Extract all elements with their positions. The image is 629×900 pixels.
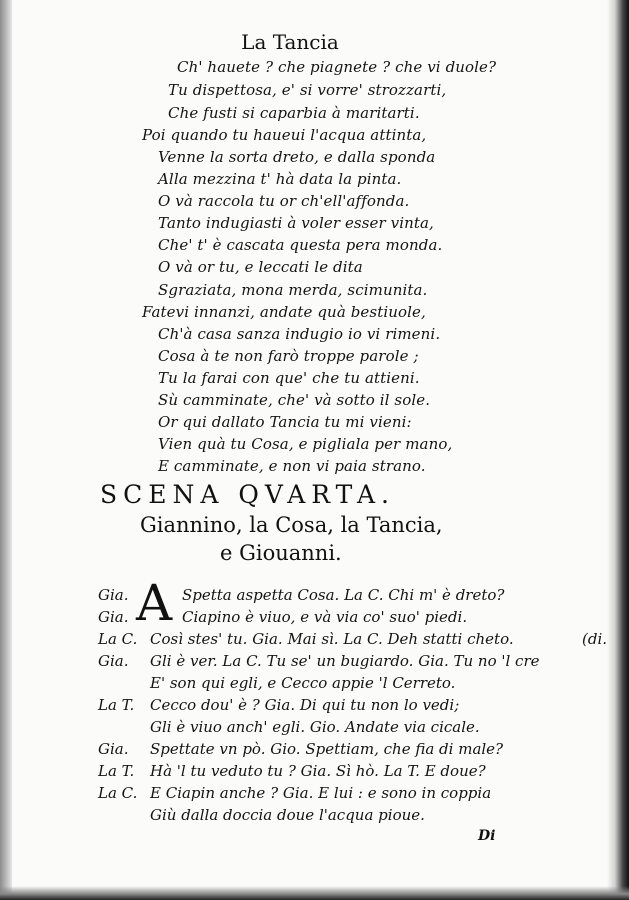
speaker-label: La C. xyxy=(98,784,138,802)
dialogue-line: Giù dalla doccia doue l'acqua pioue. xyxy=(150,806,425,824)
dialogue-line: Gli è ver. La C. Tu se' un bugiardo. Gia. Tu no 'l cre xyxy=(150,652,540,670)
verse-line: Che' t' è cascata questa pera monda. xyxy=(158,236,443,254)
verse-line: Che fusti si caparbia à maritarti. xyxy=(168,104,420,122)
verse-line: E camminate, e non vi paia strano. xyxy=(158,457,426,475)
speaker-label: La T. xyxy=(98,696,135,714)
verse-line: Sù camminate, che' và sotto il sole. xyxy=(158,391,431,409)
catchword: Di xyxy=(478,828,496,844)
verse-line: Cosa à te non farò troppe parole ; xyxy=(158,347,419,365)
dialogue-line: E Ciapin anche ? Gia. E lui : e sono in coppia xyxy=(150,784,492,802)
drop-cap-letter: A xyxy=(136,574,173,632)
dialogue-line: Cecco dou' è ? Gia. Di qui tu non lo vedi; xyxy=(150,696,460,714)
speaker-label: Gia. xyxy=(98,652,129,670)
speaker-label: La T. xyxy=(98,762,135,780)
verse-line: Tanto indugiasti à voler esser vinta, xyxy=(158,214,434,232)
verse-line: Tu la farai con que' che tu attieni. xyxy=(158,369,420,387)
verse-line: O và raccola tu or ch'ell'affonda. xyxy=(158,192,410,210)
verse-line: Sgraziata, mona merda, scimunita. xyxy=(158,281,428,299)
verse-line: Vien quà tu Cosa, e pigliala per mano, xyxy=(158,435,453,453)
page-edge-shadow xyxy=(607,0,629,900)
cast-list-line-2: e Giouanni. xyxy=(220,541,342,565)
verse-line: Tu dispettosa, e' si vorre' strozzarti, xyxy=(168,81,447,99)
dialogue-line: Spettate vn pò. Gio. Spettiam, che fia di male? xyxy=(150,740,504,758)
speaker-label: Gia. xyxy=(98,586,129,604)
speaker-label: Gia. xyxy=(98,608,129,626)
dialogue-line: Spetta aspetta Cosa. La C. Chi m' è dreto? xyxy=(182,586,505,604)
verse-line: Ch'à casa sanza indugio io vi rimeni. xyxy=(158,325,441,343)
dialogue-line: Così stes' tu. Gia. Mai sì. La C. Deh statti cheto. xyxy=(150,630,514,648)
dialogue-line: Ciapino è viuo, e và via co' suo' piedi. xyxy=(182,608,468,626)
verse-line: Alla mezzina t' hà data la pinta. xyxy=(158,170,402,188)
cast-list-line-1: Giannino, la Cosa, la Tancia, xyxy=(140,513,443,537)
verse-line: Or qui dallato Tancia tu mi vieni: xyxy=(158,413,412,431)
dialogue-line: E' son qui egli, e Cecco appie 'l Cerreto. xyxy=(150,674,456,692)
verse-line: Venne la sorta dreto, e dalla sponda xyxy=(158,148,436,166)
speaker-label: Gia. xyxy=(98,740,129,758)
turnover-fragment: (di. xyxy=(582,630,608,648)
speaker-label: La C. xyxy=(98,630,138,648)
verse-line: Ch' hauete ? che piagnete ? che vi duole? xyxy=(177,58,497,76)
verse-line: Poi quando tu haueui l'acqua attinta, xyxy=(142,126,427,144)
dialogue-line: Hà 'l tu veduto tu ? Gia. Sì hò. La T. E doue? xyxy=(150,762,486,780)
scene-heading: SCENA QVARTA. xyxy=(100,480,395,509)
page-bottom-shadow xyxy=(0,886,629,900)
verse-line: Fatevi innanzi, andate quà bestiuole, xyxy=(142,303,426,321)
dialogue-line: Gli è viuo anch' egli. Gio. Andate via cicale. xyxy=(150,718,480,736)
page-gutter-shadow xyxy=(0,0,12,900)
verse-line: O và or tu, e leccati le dita xyxy=(158,258,363,276)
page-title: La Tancia xyxy=(241,30,339,54)
